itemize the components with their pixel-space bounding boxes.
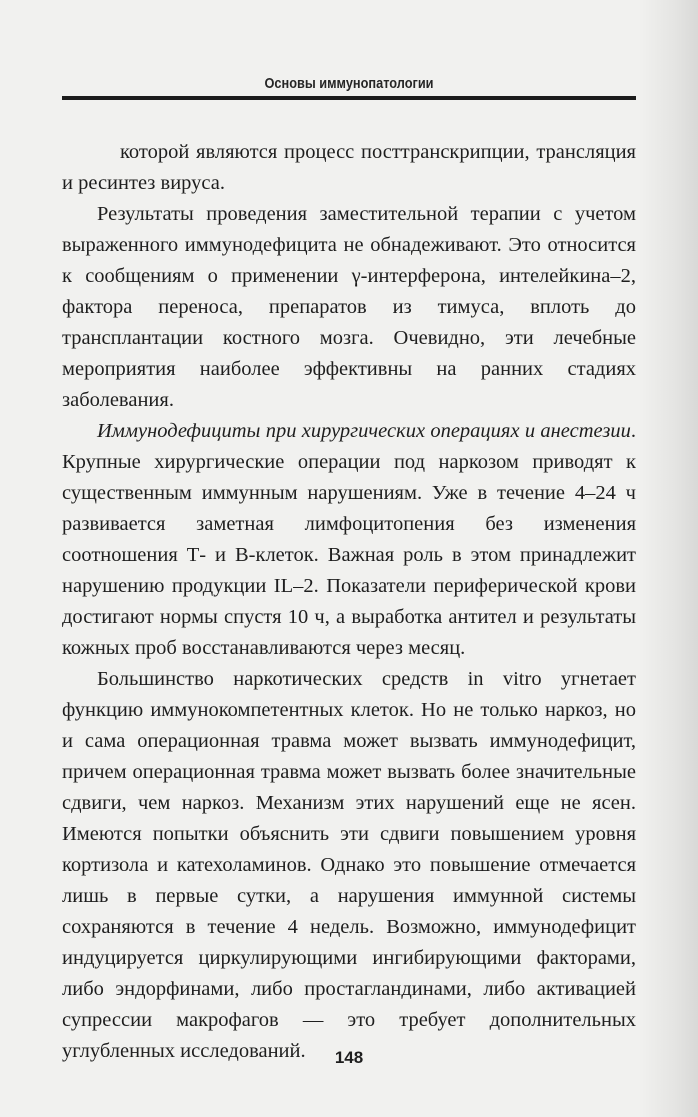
paragraph-continuation: которой являются процесс посттранскрипции, трансляция и ресинтез вируса. [62,141,636,194]
running-title: Основы иммунопатологии [264,76,434,92]
header-rule [62,96,636,100]
page-edge-shadow [638,0,698,1117]
paragraph-replacement-therapy: Результаты проведения заместительной терапии с учетом выраженного иммунодефицита не обнадеживают. Это относится к сообщениям о применении γ-интерферона, интелейкина–2, фактора переноса, препаратов из тимуса, вплоть до трансплантации костного мозга. Очевидно, эти лечебные мероприятия наиболее эффективны на ранних стадиях заболевания. [62,203,636,411]
text-body [62,137,636,1067]
running-header [62,74,636,100]
paragraph-narcotics: Большинство наркотических средств in vitro угнетает функцию иммунокомпетентных клеток. Но не только наркоз, но и сама операционная травма может вызвать иммунодефицит, причем операционная травма может вызвать более значительные сдвиги, чем наркоз. Механизм этих нарушений еще не ясен. Имеются попытки объяснить эти сдвиги повышением уровня кортизола и катехоламинов. Однако это повышение отмечается лишь в первые сутки, а нарушения иммунной системы сохраняются в течение 4 недель. Возможно, иммунодефицит индуцируется циркулирующими ингибирующими факторами, либо эндорфинами, либо простагландинами, либо активацией супрессии макрофагов — это требует дополнительных углубленных исследований. [62,668,636,1062]
paragraph-surgery-text: . Крупные хирургические операции под наркозом приводят к существенным иммунным нарушениям. Уже в течение 4–24 ч развивается заметная лимфоцитопения без изменения соотношения Т- и В-клеток. Важная роль в этом принадлежит нарушению продукции IL–2. Показатели периферической крови достигают нормы спустя 10 ч, а выработка антител и результаты кожных проб восстанавливаются через месяц. [62,420,636,659]
paragraph-surgery-anesthesia [62,416,636,664]
runin-heading: Иммунодефициты при хирургических операциях и анестезии [97,420,631,442]
page-number: 148 [334,1048,364,1067]
